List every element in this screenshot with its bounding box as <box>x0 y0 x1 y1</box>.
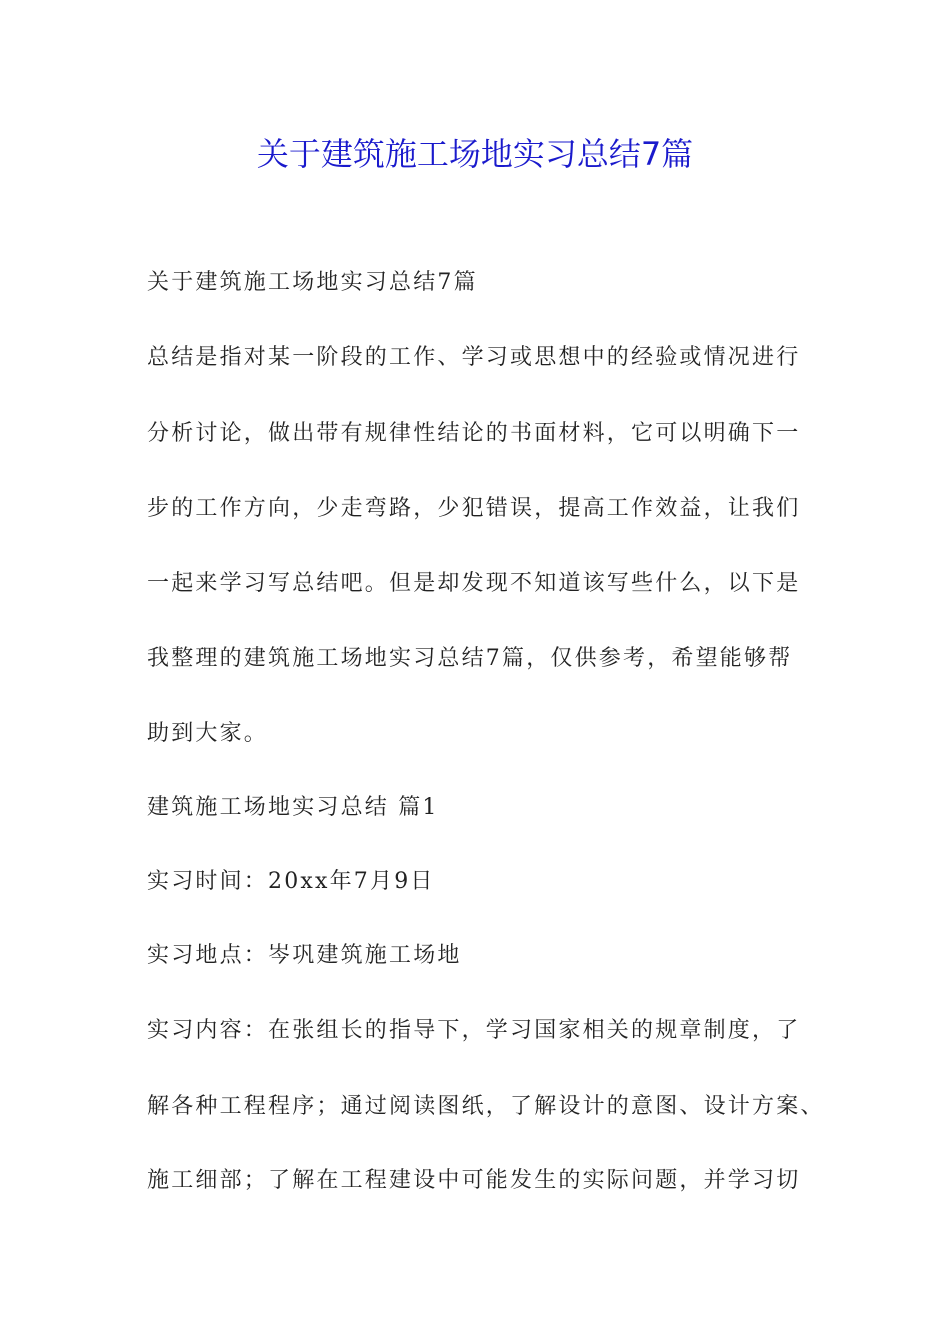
paragraph-line: 总结是指对某一阶段的工作、学习或思想中的经验或情况进行 <box>147 345 801 370</box>
paragraph-line: 解各种工程程序；通过阅读图纸，了解设计的意图、设计方案、 <box>147 1094 825 1119</box>
paragraph-line: 我整理的建筑施工场地实习总结7篇，仅供参考，希望能够帮 <box>147 646 793 671</box>
paragraph-line: 助到大家。 <box>147 721 269 746</box>
internship-time: 实习时间：20xx年7月9日 <box>147 869 435 894</box>
section-heading: 建筑施工场地实习总结 篇1 <box>147 795 439 820</box>
paragraph-line: 步的工作方向，少走弯路，少犯错误，提高工作效益，让我们 <box>147 496 801 521</box>
paragraph-line: 实习内容：在张组长的指导下，学习国家相关的规章制度，了 <box>147 1018 801 1043</box>
paragraph-line: 施工细部；了解在工程建设中可能发生的实际问题，并学习切 <box>147 1168 801 1193</box>
heading-line: 关于建筑施工场地实习总结7篇 <box>147 270 478 295</box>
paragraph-line: 分析讨论，做出带有规律性结论的书面材料，它可以明确下一 <box>147 421 801 446</box>
internship-location: 实习地点：岑巩建筑施工场地 <box>147 943 462 968</box>
document-title: 关于建筑施工场地实习总结7篇 <box>256 135 694 173</box>
paragraph-line: 一起来学习写总结吧。但是却发现不知道该写些什么，以下是 <box>147 571 801 596</box>
